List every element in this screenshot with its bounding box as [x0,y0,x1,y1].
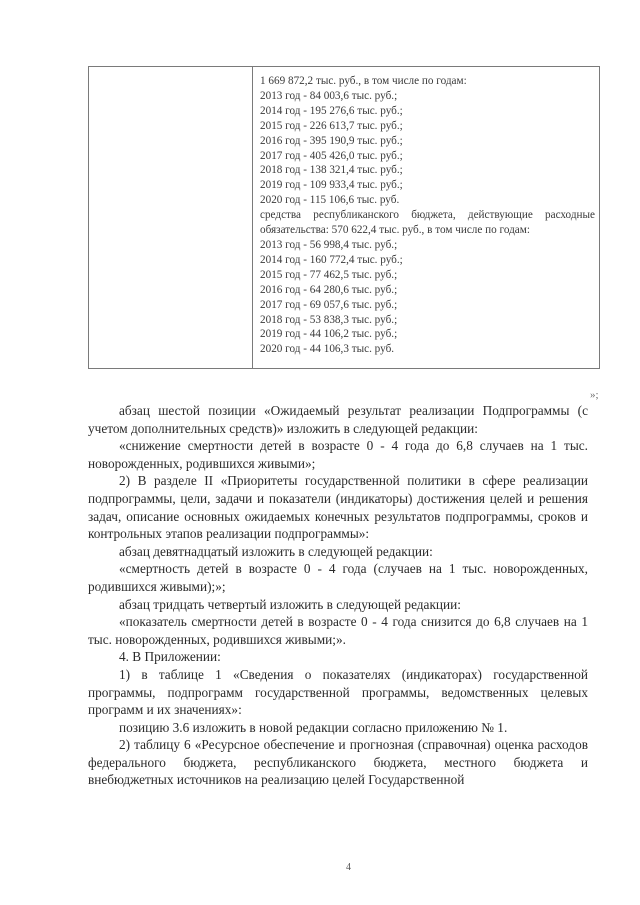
table-column-divider [252,67,253,368]
table-line: 2017 год - 405 426,0 тыс. руб.; [260,149,403,162]
table-line: 2018 год - 138 321,4 тыс. руб.; [260,164,403,177]
quote-close-mark: »; [590,389,599,401]
paragraph: абзац девятнадцатый изложить в следующей редакции: [119,543,433,559]
table-line: 2017 год - 69 057,6 тыс. руб.; [260,298,398,311]
paragraph: 4. В Приложении: [119,649,221,665]
table-line: 2013 год - 84 003,6 тыс. руб.; [260,89,398,102]
table-line: 2019 год - 109 933,4 тыс. руб.; [260,179,403,192]
paragraph: абзац тридцать четвертый изложить в следующей редакции: [119,596,461,612]
table-line: 2020 год - 44 106,3 тыс. руб. [260,343,395,356]
document-body [88,402,588,789]
table-line: 2019 год - 44 106,2 тыс. руб.; [260,328,398,341]
table-line: 2016 год - 395 190,9 тыс. руб.; [260,134,403,147]
table-line: 2020 год - 115 106,6 тыс. руб. [260,194,400,207]
table-funding-cell [260,74,595,357]
table-line: 2015 год - 77 462,5 тыс. руб.; [260,268,398,281]
table-line: 2015 год - 226 613,7 тыс. руб.; [260,119,403,132]
table-line: 2013 год - 56 998,4 тыс. руб.; [260,238,398,251]
paragraph: 2) В разделе II «Приоритеты государственной политики в сфере реализации подпрограммы, цели, задачи и показатели (индикаторы) достижения целей и решения задач, описание основных ожидаемых конечных результатов подпрограммы, сроков и контрольных этапов реализации подпрограммы»: [88,473,588,542]
page-number: 4 [346,862,351,873]
paragraph: «смертность детей в возрасте 0 - 4 года (случаев на 1 тыс. новорожденных, родившихся живыми);»; [88,561,588,594]
table-line: 2018 год - 53 838,3 тыс. руб.; [260,313,398,326]
paragraph: позицию 3.6 изложить в новой редакции согласно приложению № 1. [119,719,508,735]
funding-table [88,66,600,369]
table-line: 2016 год - 64 280,6 тыс. руб.; [260,283,398,296]
paragraph: «снижение смертности детей в возрасте 0 - 4 года до 6,8 случаев на 1 тыс. новорожденных, родившихся живыми»; [88,438,588,471]
table-line: 2014 год - 195 276,6 тыс. руб.; [260,104,403,117]
table-line: 1 669 872,2 тыс. руб., в том числе по годам: [260,75,467,87]
table-line: средства республиканского бюджета, действующие расходные обязательства: 570 622,4 тыс. руб., в том числе по годам: [260,209,595,237]
table-line: 2014 год - 160 772,4 тыс. руб.; [260,253,403,266]
paragraph: абзац шестой позиции «Ожидаемый результат реализации Подпрограммы (с учетом дополнительных средств)» изложить в следующей редакции: [88,403,588,436]
paragraph: 1) в таблице 1 «Сведения о показателях (индикаторах) государственной программы, подпрограмм государственной программы, ведомственных целевых программ и их значениях»: [88,666,588,718]
paragraph: 2) таблицу 6 «Ресурсное обеспечение и прогнозная (справочная) оценка расходов федерального бюджета, республиканского бюджета, местного бюджета и внебюджетных источников на реализацию целей Государственной [88,737,588,788]
paragraph: «показатель смертности детей в возрасте 0 - 4 года снизится до 6,8 случаев на 1 тыс. новорожденных, родившихся живыми;». [88,614,588,647]
